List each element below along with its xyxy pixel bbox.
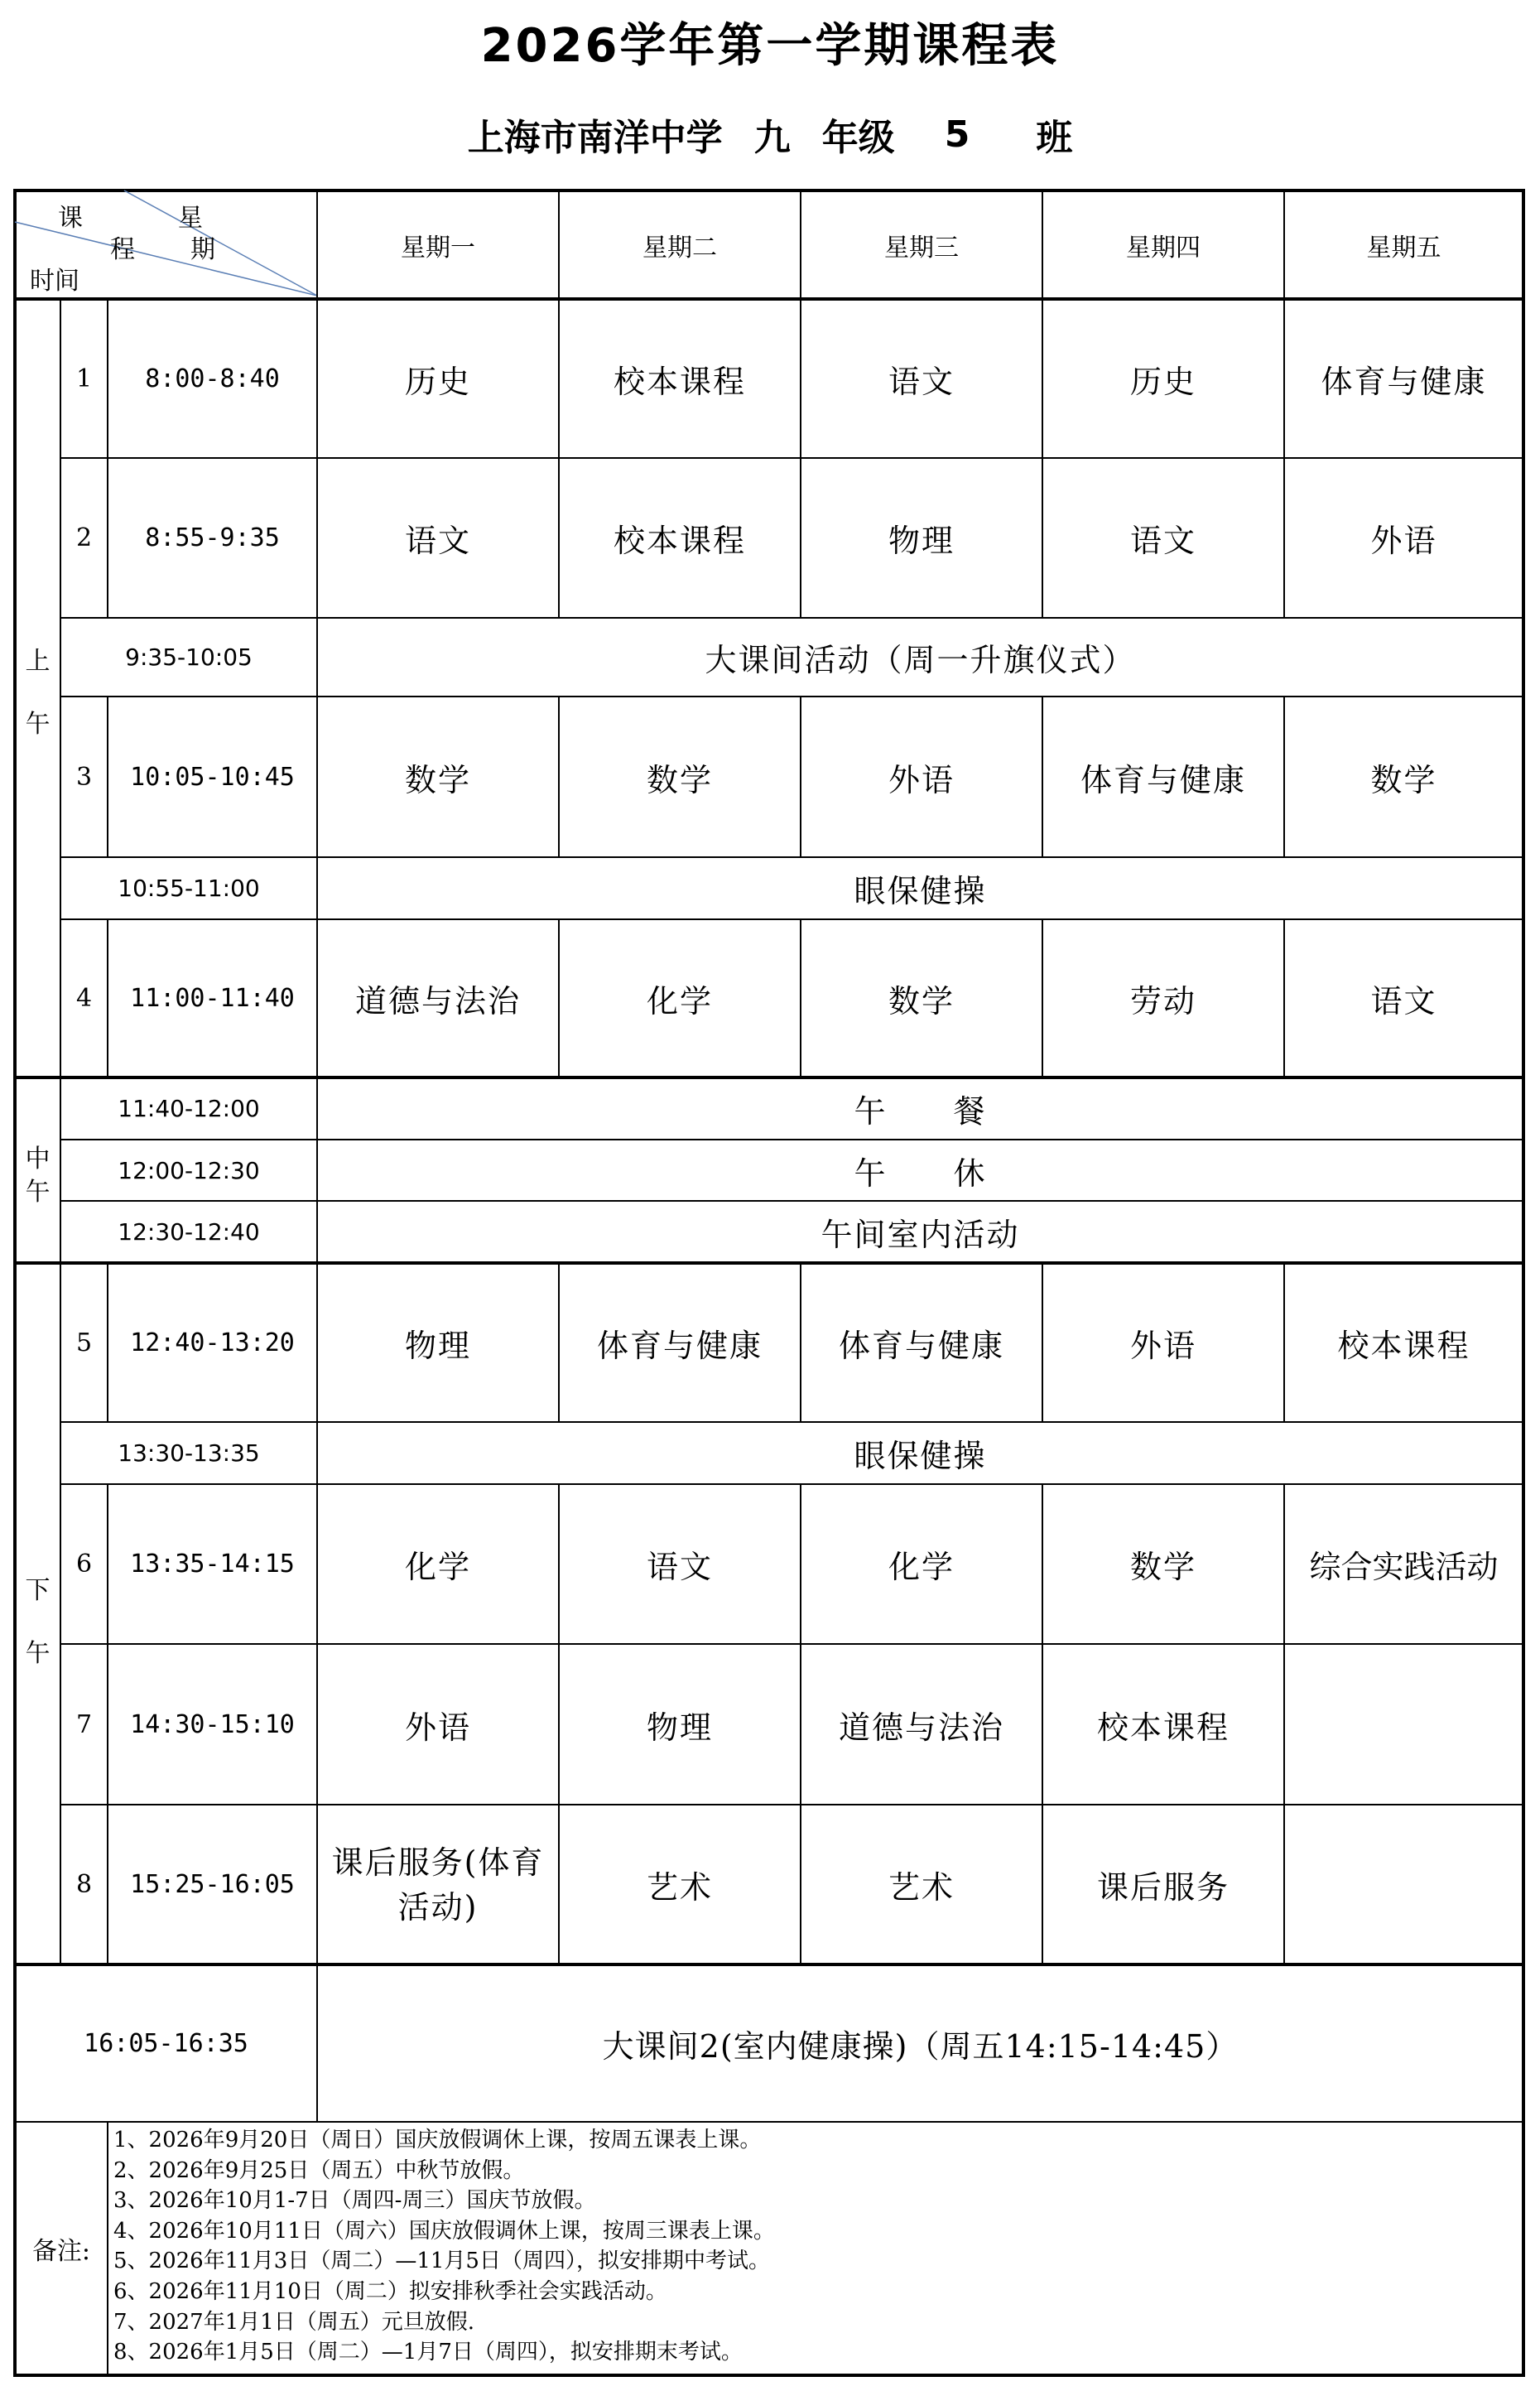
break-activity: 眼保健操	[854, 1438, 987, 1474]
period-number: 5	[75, 1328, 93, 1357]
class-number: 5	[944, 113, 970, 156]
period-time: 15:25-16:05	[130, 1870, 295, 1899]
break-time: 10:55-11:00	[118, 875, 260, 902]
class-cell-tue: 物理	[646, 1709, 713, 1746]
period-time: 11:00-11:40	[130, 984, 295, 1013]
note-item: 3、2026年10月1-7日（周四-周三）国庆节放假。	[113, 2188, 596, 2214]
break-time: 16:05-16:35	[84, 2028, 248, 2058]
afternoon-label-1: 下	[25, 1576, 51, 1605]
class-cell-thu: 数学	[1129, 1549, 1196, 1585]
class-cell-thu: 外语	[1129, 1327, 1196, 1364]
class-cell-mon: 物理	[404, 1327, 471, 1364]
break-activity: 大课间2(室内健康操)（周五14:15-14:45）	[602, 2027, 1239, 2065]
class-cell-fri	[1284, 1644, 1523, 1805]
page-title: 2026学年第一学期课程表	[480, 19, 1060, 73]
notes-label: 备注:	[31, 2237, 91, 2266]
notes-list	[113, 2125, 1521, 2368]
class-cell-wed: 化学	[888, 1549, 955, 1585]
grade-value: 九	[753, 117, 791, 159]
break-time: 12:30-12:40	[118, 1218, 260, 1246]
noon-label-1: 中	[25, 1145, 51, 1174]
period-number: 4	[75, 984, 93, 1013]
note-item: 5、2026年11月3日（周二）—11月5日（周四），拟安排期中考试。	[113, 2249, 770, 2274]
corner-qi: 期	[190, 235, 215, 264]
class-cell-thu: 体育与健康	[1080, 761, 1246, 798]
period-number: 7	[75, 1709, 93, 1739]
class-cell-tue: 校本课程	[613, 523, 746, 559]
noon-label-2: 午	[25, 1178, 51, 1207]
class-cell-tue: 体育与健康	[596, 1327, 763, 1364]
period-time: 13:35-14:15	[130, 1550, 295, 1579]
morning-label-2: 午	[25, 710, 51, 739]
period-number: 6	[75, 1550, 93, 1579]
corner-xing: 星	[178, 204, 203, 233]
class-cell-tue: 语文	[646, 1549, 713, 1585]
period-number: 2	[75, 523, 93, 552]
class-cell-fri	[1284, 1805, 1523, 1964]
day-header-tue: 星期二	[642, 233, 717, 263]
class-cell-fri: 数学	[1370, 761, 1437, 798]
day-header-wed: 星期三	[884, 233, 959, 263]
class-cell-fri: 校本课程	[1337, 1327, 1470, 1364]
class-cell-tue: 化学	[646, 983, 713, 1020]
class-suffix: 班	[1036, 117, 1073, 159]
class-cell-fri: 外语	[1370, 523, 1437, 559]
class-cell-mon: 数学	[404, 761, 471, 798]
class-cell-tue: 数学	[646, 761, 713, 798]
grade-suffix: 年级	[821, 117, 895, 159]
break-time: 13:30-13:35	[118, 1439, 260, 1467]
break-activity: 午 休	[854, 1155, 987, 1192]
class-cell-wed: 数学	[888, 983, 955, 1020]
class-cell-thu: 校本课程	[1096, 1709, 1230, 1746]
class-cell-mon: 道德与法治	[354, 983, 521, 1020]
class-cell-mon: 课后服务(体育活动)	[331, 1844, 545, 1926]
day-header-mon: 星期一	[401, 233, 475, 263]
class-cell-wed: 体育与健康	[838, 1327, 1004, 1364]
break-time: 9:35-10:05	[125, 644, 253, 671]
class-cell-mon: 语文	[404, 523, 471, 559]
note-item: 2、2026年9月25日（周五）中秋节放假。	[113, 2157, 525, 2183]
note-item: 6、2026年11月10日（周二）拟安排秋季社会实践活动。	[113, 2278, 667, 2304]
class-cell-mon: 历史	[404, 363, 471, 400]
class-cell-fri: 语文	[1370, 983, 1437, 1020]
class-cell-mon: 外语	[404, 1709, 471, 1746]
break-time: 12:00-12:30	[118, 1156, 260, 1184]
note-item: 8、2026年1月5日（周二）—1月7日（周四），拟安排期末考试。	[113, 2340, 743, 2365]
afternoon-label-2: 午	[25, 1639, 51, 1668]
corner-ke: 课	[58, 204, 83, 233]
morning-label-1: 上	[25, 647, 51, 676]
day-header-fri: 星期五	[1366, 233, 1441, 263]
class-cell-mon: 化学	[404, 1549, 471, 1585]
class-cell-tue: 校本课程	[613, 363, 746, 400]
class-cell-wed: 语文	[888, 363, 955, 400]
period-time: 12:40-13:20	[130, 1328, 295, 1357]
class-cell-thu: 历史	[1129, 363, 1196, 400]
period-number: 3	[75, 762, 93, 792]
class-cell-thu: 课后服务	[1096, 1869, 1230, 1906]
school-name: 上海市南洋中学	[467, 117, 723, 159]
period-time: 10:05-10:45	[130, 762, 295, 792]
class-cell-thu: 劳动	[1129, 983, 1196, 1020]
break-time: 11:40-12:00	[118, 1095, 260, 1122]
note-item: 4、2026年10月11日（周六）国庆放假调休上课，按周三课表上课。	[113, 2218, 775, 2244]
class-cell-fri: 综合实践活动	[1309, 1549, 1499, 1585]
break-activity: 眼保健操	[854, 873, 987, 909]
note-item: 1、2026年9月20日（周日）国庆放假调休上课，按周五课表上课。	[113, 2128, 762, 2152]
note-item: 7、2027年1月1日（周五）元旦放假.	[113, 2309, 475, 2335]
period-time: 8:00-8:40	[145, 364, 280, 393]
corner-diagonal	[124, 190, 317, 296]
class-cell-thu: 语文	[1129, 523, 1196, 559]
period-number: 8	[75, 1870, 93, 1899]
period-time: 8:55-9:35	[145, 523, 280, 552]
class-cell-fri: 体育与健康	[1321, 363, 1487, 400]
class-cell-tue: 艺术	[646, 1869, 713, 1906]
break-activity: 大课间活动（周一升旗仪式）	[705, 642, 1136, 678]
corner-cheng: 程	[110, 235, 135, 264]
period-number: 1	[75, 364, 93, 393]
class-cell-wed: 艺术	[888, 1869, 955, 1906]
class-cell-wed: 道德与法治	[838, 1709, 1004, 1746]
period-time: 14:30-15:10	[130, 1709, 295, 1739]
class-cell-wed: 物理	[888, 523, 955, 559]
day-header-thu: 星期四	[1126, 233, 1201, 263]
corner-time: 时间	[30, 267, 79, 296]
break-activity: 午 餐	[854, 1093, 987, 1130]
break-activity: 午间室内活动	[821, 1217, 1020, 1253]
class-cell-wed: 外语	[888, 761, 955, 798]
